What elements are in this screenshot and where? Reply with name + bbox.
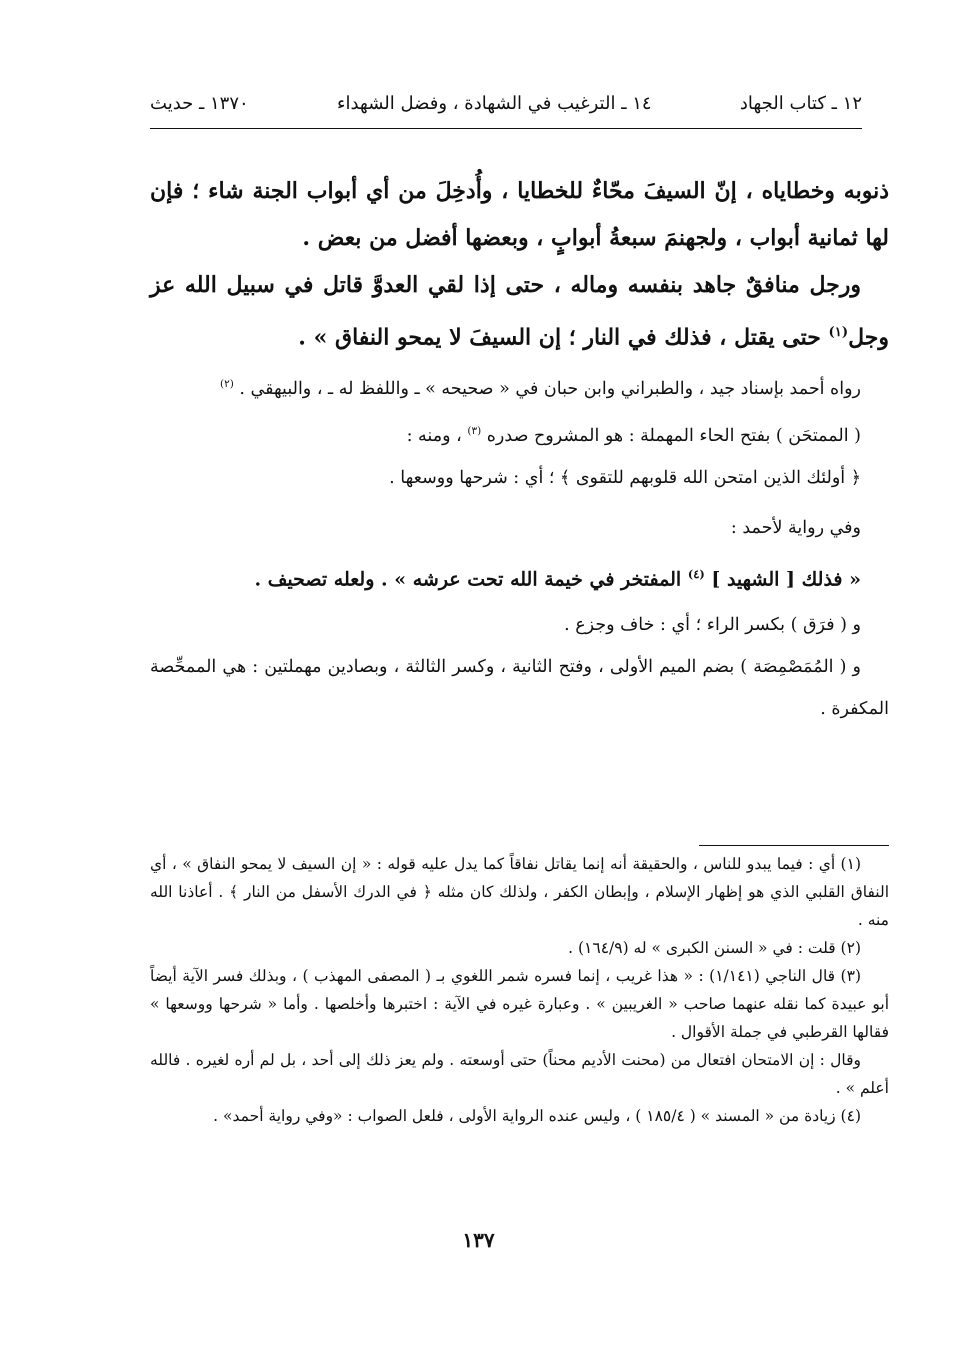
- header-divider: [150, 128, 862, 129]
- header-section: ١٤ ـ الترغيب في الشهادة ، وفضل الشهداء: [337, 92, 652, 114]
- hadith-text-a: ورجل منافقٌ جاهد بنفسه وماله ، حتى إذا لقي العدوَّ قاتل في سبيل الله عز وجل: [150, 272, 889, 351]
- header-chapter: ١٢ ـ كتاب الجهاد: [739, 92, 862, 114]
- hadith-paragraph-1: ذنوبه وخطاياه ، إنّ السيفَ محّاءٌ للخطايا ، وأُدخِلَ من أي أبواب الجنة شاء ؛ فإن لها ثمانية أبواب ، ولجهنمَ سبعةُ أبوابٍ ، وبعضها أفضل من بعض .: [150, 178, 889, 251]
- footnote-marker-3: (٣): [467, 425, 482, 438]
- footnote-divider: [699, 845, 889, 846]
- main-text: [150, 168, 889, 730]
- hadith-paragraph-2: [150, 262, 889, 361]
- footnote-4: (٤) زيادة من « المسند » ( ١٨٥/٤ ) ، وليس عنده الرواية الأولى ، فلعل الصواب : «وفي رواية أحمد» .: [213, 1107, 861, 1125]
- footnote-marker-4: (٤): [687, 566, 705, 581]
- ahmad-text-a: « فذلك [ الشهيد ]: [704, 568, 861, 591]
- note-mumtahan: [150, 410, 889, 457]
- header-hadith-number: ١٣٧٠ ـ حديث: [150, 92, 249, 114]
- page-number: ١٣٧: [462, 1228, 495, 1252]
- footnotes-section: [150, 850, 889, 1130]
- note-faraq: و ( فرَق ) بكسر الراء ؛ أي : خاف وجزع .: [564, 615, 861, 636]
- footnote-marker-2: (٢): [219, 378, 234, 391]
- note-mumtahan-text-a: ( الممتحَن ) بفتح الحاء المهملة : هو المشروح صدره: [486, 425, 861, 446]
- footnote-2: (٢) قلت : في « السنن الكبرى » له (١٦٤/٩) .: [568, 939, 861, 957]
- hadith-text-b: حتى يقتل ، فذلك في النار ؛ إن السيفَ لا يمحو النفاق » .: [298, 324, 829, 351]
- footnote-3-continuation: وقال : إن الامتحان افتعال من (محنت الأديم محناً) حتى أوسعته . ولم يعز ذلك إلى أحد ، بل لم أره لغيره . فالله أعلم » .: [150, 1051, 889, 1097]
- footnote-marker-1: (١): [828, 325, 849, 340]
- ahmad-intro: وفي رواية لأحمد :: [730, 517, 861, 538]
- ahmad-text-b: المفتخر في خيمة الله تحت عرشه » . ولعله تصحيف .: [254, 568, 688, 591]
- note-mumtahan-text-b: ، ومنه :: [406, 425, 468, 446]
- narration-text: رواه أحمد بإسناد جيد ، والطبراني وابن حبان في « صحيحه » ـ واللفظ له ـ ، والبيهقي .: [239, 379, 861, 400]
- footnote-1: (١) أي : فيما يبدو للناس ، والحقيقة أنه إنما يقاتل نفاقاً كما يدل عليه قوله : « إن السيف لا يمحو النفاق » ، أي النفاق القلبي الذي هو إظهار الإسلام ، وإبطان الكفر ، ولذلك كان مثله ﴿ في الدرك الأسفل من النار ﴾ . أعاذنا الله منه .: [150, 855, 889, 929]
- verse-line: ﴿ أولئك الذين امتحن الله قلوبهم للتقوى ﴾ ؛ أي : شرحها ووسعها .: [389, 467, 861, 488]
- narration-paragraph: [150, 363, 889, 410]
- running-header: [150, 88, 862, 118]
- ahmad-narration: [150, 549, 889, 604]
- note-mumasmisa: و ( المُمَصْمِصَة ) بضم الميم الأولى ، وفتح الثانية ، وكسر الثالثة ، وبصادين مهملتين : هي الممحِّصة المكفرة .: [150, 657, 889, 720]
- footnote-3: (٣) قال الناجي (١/١٤١) : « هذا غريب ، إنما فسره شمر اللغوي بـ ( المصفى المهذب ) ، وبذلك فسر الآية أيضاً أبو عبيدة كما نقله عنهما صاحب « الغريبين » . وعبارة غيره في الآية : اختبرها وأخلصها . وأما « شرحها ووسعها » فقالها القرطبي في جملة الأقوال .: [150, 967, 889, 1041]
